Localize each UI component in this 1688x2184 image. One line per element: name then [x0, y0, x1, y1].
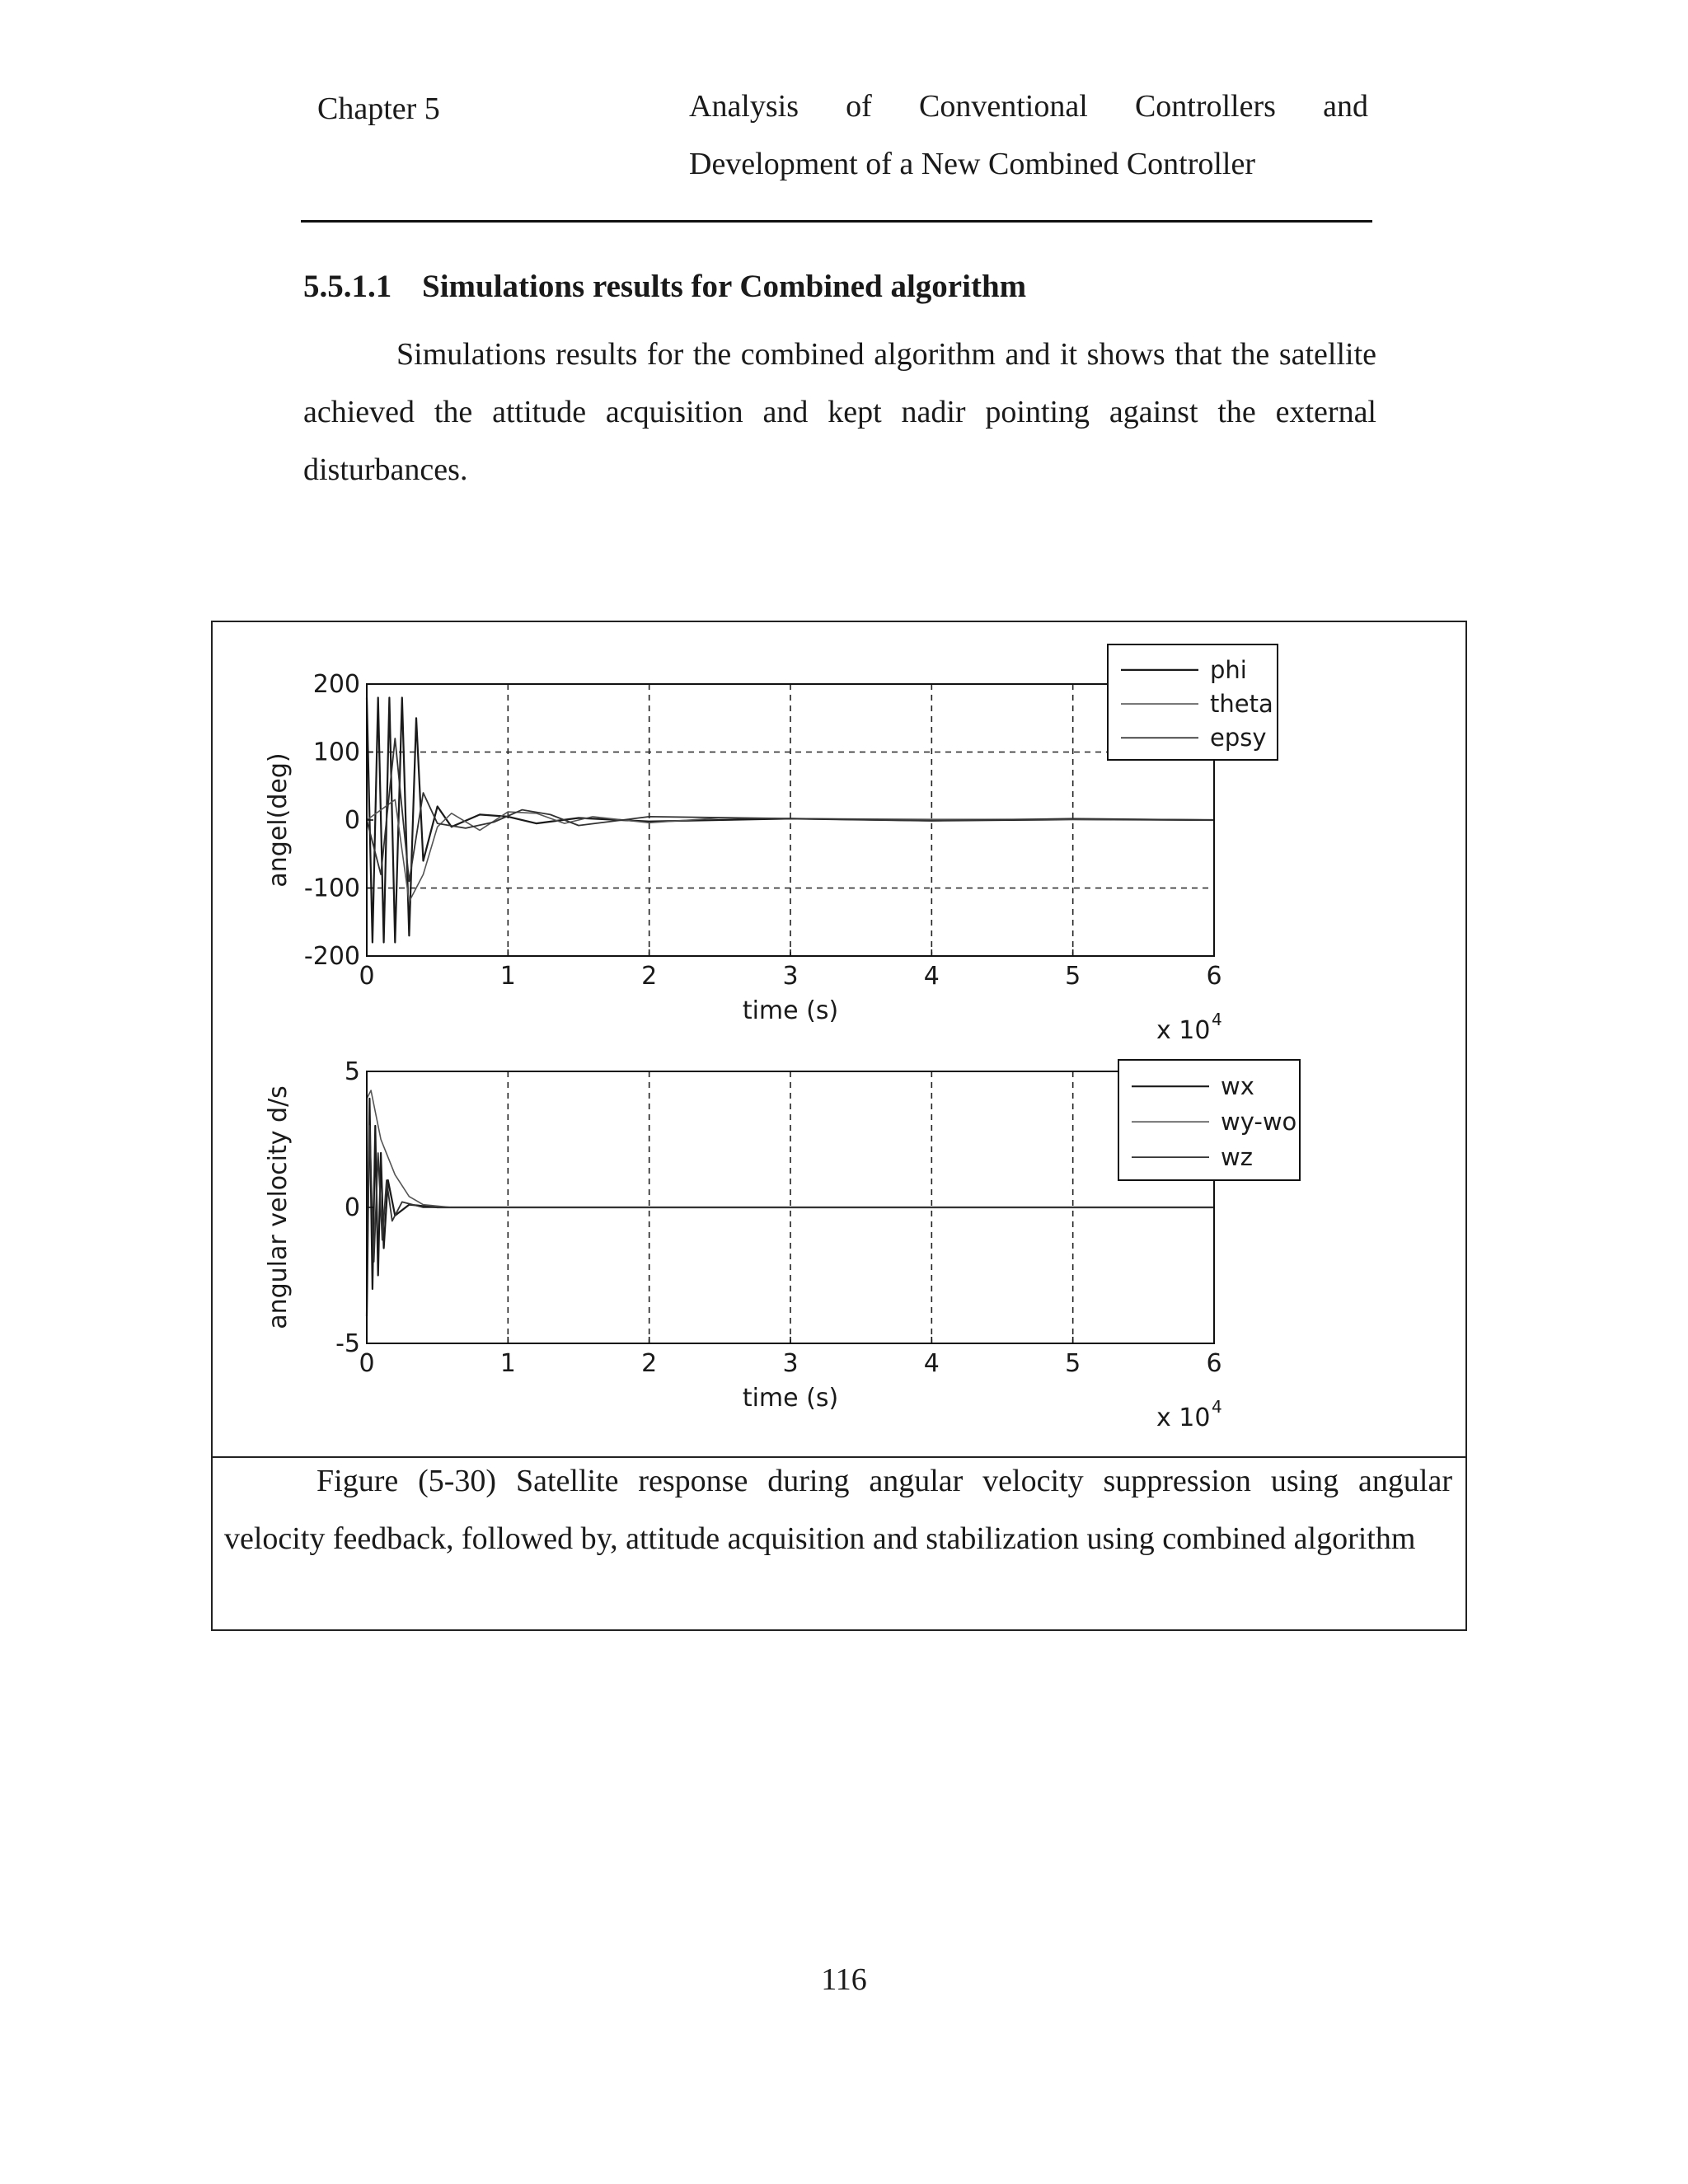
y-tick-label: 5: [344, 1057, 360, 1086]
y-tick-label: -5: [335, 1329, 360, 1358]
y-axis-label: angel(deg): [264, 752, 293, 888]
x-tick-label: 6: [1206, 962, 1222, 991]
y-tick-label: 200: [312, 670, 360, 699]
legend-label-wy-wo: wy-wo: [1221, 1108, 1297, 1137]
x-tick-label: 5: [1065, 962, 1081, 991]
header-word: Analysis: [689, 89, 799, 124]
y-tick-label: 0: [344, 806, 360, 835]
header-rule: [301, 220, 1372, 223]
running-header-title-line2: Development of a New Combined Controller: [689, 147, 1256, 181]
y-tick-label: -200: [303, 942, 360, 971]
x-axis-label: time (s): [742, 1384, 839, 1413]
y-axis-label: angular velocity d/s: [264, 1085, 293, 1329]
x-tick-label: 5: [1065, 1349, 1081, 1378]
running-header-title-line1: [689, 77, 1368, 135]
section-title: Simulations results for Combined algorithm: [422, 269, 1027, 304]
legend-label-theta: theta: [1210, 690, 1273, 719]
x-tick-label: 1: [499, 962, 516, 991]
x-tick-label: 6: [1206, 1349, 1222, 1378]
y-tick-label: 0: [344, 1193, 360, 1222]
x-tick-label: 0: [359, 1349, 375, 1378]
y-tick-label: -100: [303, 874, 360, 903]
x-tick-label: 4: [923, 962, 940, 991]
legend-label-epsy: epsy: [1210, 724, 1267, 752]
section-number: 5.5.1.1: [303, 269, 392, 304]
header-word: of: [846, 89, 872, 124]
legend-label-wx: wx: [1221, 1072, 1254, 1101]
x-tick-label: 4: [923, 1349, 940, 1378]
x-tick-label: 3: [782, 1349, 799, 1378]
x-tick-label: 2: [641, 962, 658, 991]
figure-caption: Figure (5-30) Satellite response during angular velocity suppression using angular velocity feedback, followed by, attitude acquisition and stabilization using combined algorithm: [224, 1464, 1452, 1556]
x-multiplier-exponent: 4: [1212, 1010, 1222, 1029]
running-header-chapter: Chapter 5: [317, 91, 440, 126]
x-tick-label: 2: [641, 1349, 658, 1378]
legend-label-wz: wz: [1221, 1143, 1253, 1172]
x-multiplier-label: x 10: [1156, 1016, 1211, 1045]
y-tick-label: 100: [312, 738, 360, 767]
legend-label-phi: phi: [1210, 655, 1247, 684]
section-heading: [303, 268, 1026, 305]
x-tick-label: 1: [499, 1349, 516, 1378]
running-header-title: [689, 91, 1368, 193]
body-paragraph: Simulations results for the combined algorithm and it shows that the satellite achieved the attitude acquisition and kept nadir pointing against the external disturbances.: [303, 337, 1376, 487]
header-word: Conventional: [919, 89, 1088, 124]
x-multiplier-label: x 10: [1156, 1404, 1211, 1432]
x-axis-label: time (s): [742, 996, 839, 1025]
figure-plots: [213, 622, 1465, 1455]
x-tick-label: 3: [782, 962, 799, 991]
chart-2: [264, 1057, 1300, 1432]
x-tick-label: 0: [359, 962, 375, 991]
chart-1: [264, 644, 1278, 1045]
header-word: and: [1323, 89, 1368, 124]
page-number: 116: [821, 1962, 867, 1997]
header-word: Controllers: [1134, 89, 1276, 124]
x-multiplier-exponent: 4: [1212, 1397, 1222, 1417]
